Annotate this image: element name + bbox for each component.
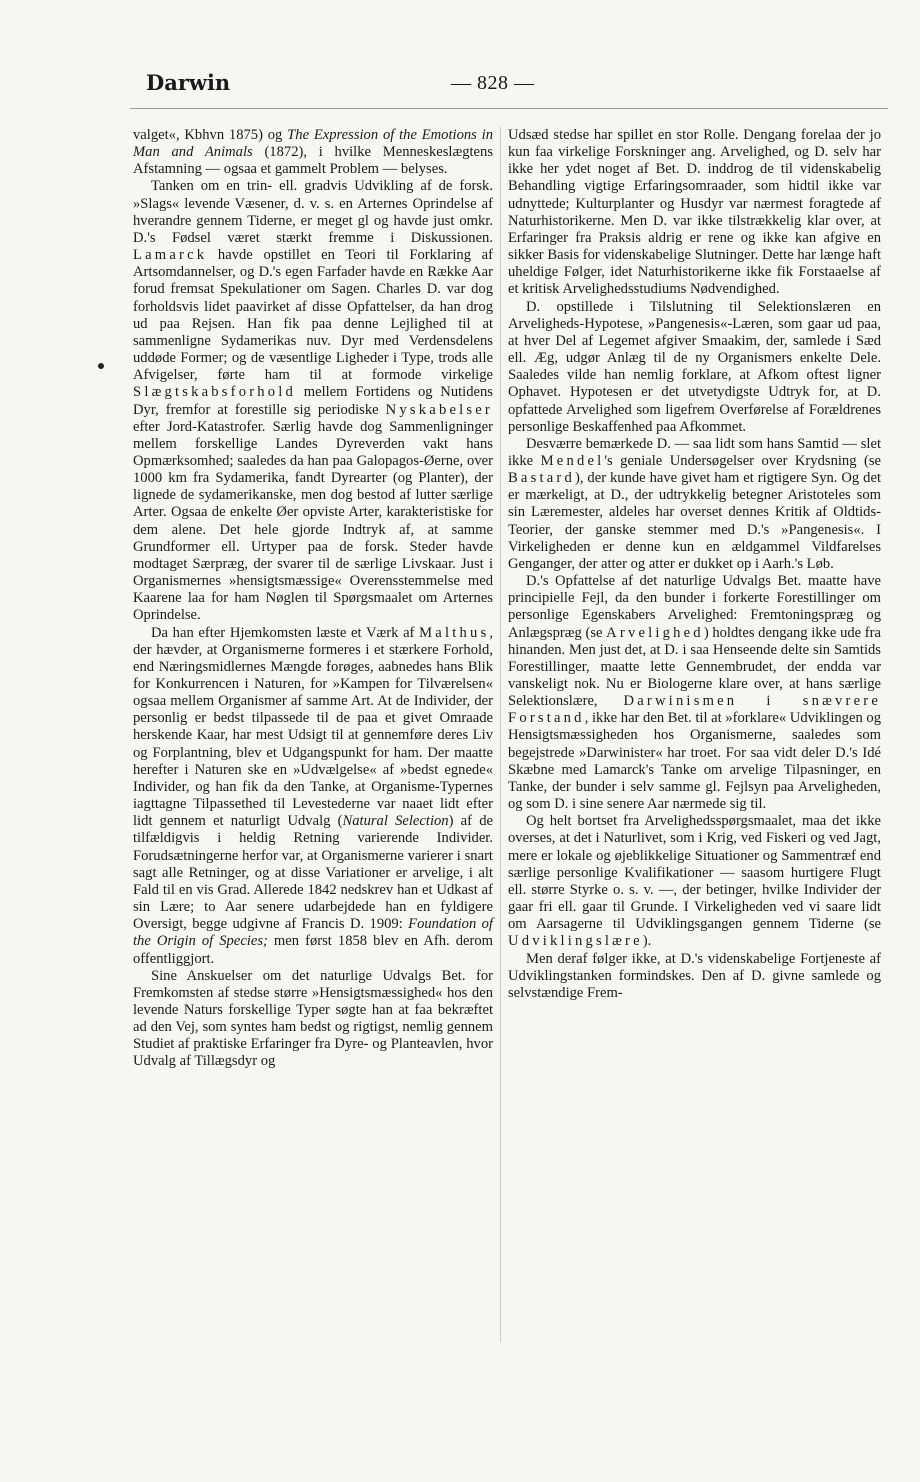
header-rule (130, 108, 888, 109)
margin-dot (98, 363, 104, 369)
paragraph: Og helt bortset fra Arvelighedsspørgsmaalet, maa det ikke overses, at det i Naturlivet, som i Krig, ved Fiskeri og ved Jagt, mere er lokale og øjeblikkelige Situationer og Sammentræf end særlige personlige Kvalifikationer — saasom hurtigere Flugt ell. større Styrke o. s. v. —, der betinger, hvilke Individer der gaar fri ell. gaar til Grunde. I Virkeligheden ved vi saare lidt om Aarsagerne til Udviklingsgangen gennem Tiderne (se Udviklingslære). (508, 813, 881, 950)
spaced-term: Udviklingslære (508, 933, 643, 950)
paragraph: Da han efter Hjemkomsten læste et Værk af Malthus, der hævder, at Organismerne formeres i et stærkere Forhold, end Næringsmidlernes Mængde forøges, aabnedes hans Blik for Konkurrencen i Naturen, for »Kampen for Tilværelsen« ogsaa mellem Organismer af samme Art. At de Individer, der personlig er bedst tilpassede til de paa et givet Omraade herskende Kaar, har mest Udsigt til at gennemføre deres Liv og Forplantning, blev et Udgangspunkt for ham. Der maatte herefter i Naturen ske en »Udvælgelse« af »bedst egnede« Individer, og han fik da den Tanke, at Organisme-Typernes iagttagne Tilpassethed til Levestederne var naaet lidt efter lidt gennem et naturligt Udvalg (Natural Selection) af de tilfældigvis i heldig Retning varierende Individer. Forudsætningerne herfor var, at Organismerne varierer i snart sagt alle Retninger, og at disse Variationer er arvelige, i alt Fald til en vis Grad. Allerede 1842 nedskrev han et Udkast af sin Lære; to Aar senere udarbejdede han en fyldigere Oversigt, begge udgivne af Francis D. 1909: Foundation of the Origin of Species; men først 1858 blev en Afh. derom offentliggjort. (133, 624, 493, 967)
spaced-term: Malthus (419, 624, 490, 641)
header-title: Darwin (146, 70, 231, 95)
book-title: Foundation of the Origin of Species; (133, 916, 493, 950)
page-number: — 828 — (451, 72, 535, 94)
spaced-term: Nyskabelser (385, 401, 493, 418)
spaced-term: Lamarck (133, 247, 208, 264)
spaced-term: Slægtskabsforhold (133, 384, 297, 401)
spaced-term: Darwinismen i snævrere Forstand (508, 693, 881, 727)
left-column (133, 127, 493, 1071)
paragraph: Tanken om en trin- ell. gradvis Udvikling af de forsk. »Slags« levende Væsener, d. v. s. en Arternes Oprindelse af hverandre gennem Tiderne, er meget gl og havde just omkr. D.'s Fødsel været stærkt fremme i Diskussionen. Lamarck havde opstillet en Teori til Forklaring af Artsomdannelser, og D.'s egen Farfader havde en Række Aar forud fremsat Spekulationer om Sagen. Charles D. var dog forholdsvis lidet paavirket af disse Opfattelser, da han drog ud paa Rejsen. Han fik paa denne Lejlighed til at sammenligne Sydamerikas nuv. Dyr med Verdensdelens uddøde Former; og de væsentlige Ligheder i Type, trods alle Afvigelser, førte ham til at formode virkelige Slægtskabsforhold mellem Fortidens og Nutidens Dyr, fremfor at forestille sig periodiske Nyskabelser efter Jord-Katastrofer. Særlig havde dog Sammenligninger mellem forskellige Landes Dyreverden vakt hans Opmærksomhed; saaledes da han paa Galopagos-Øerne, over 1000 km fra Sydamerika, fandt Dyrearter (og Planter), der lignede de sydamerikanske, men dog bestod af lutter særlige Arter. Ogsaa de enkelte Øer opviste Arter, karakteristiske for dem alene. Det hele gjorde Indtryk af, at samme Grundformer ell. Urtyper paa de forsk. Steder havde modtaget Særpræg, der svarer til de særlige Livskaar. Just i Organismernes »hensigtsmæssige« Overensstemmelse med Kaarene laa for ham Nøglen til Spørgsmaalet om Arternes Oprindelse. (133, 178, 493, 624)
book-title: The Expression of the Emotions in Man and Animals (133, 127, 493, 161)
spaced-term: Bastard (508, 470, 575, 487)
paragraph: D.'s Opfattelse af det naturlige Udvalgs Bet. maatte have principielle Fejl, da den bunder i forkerte Forestillinger om personlige Egenskabers Arvelighed: Fremtoningspræg og Anlægspræg (se Arvelighed) holdtes dengang ikke ude fra hinanden. Men just det, at D. i saa Henseende delte sin Samtids Forestillinger, maatte lette Gennembrudet, der endda var vanskeligt nok. Nu er Biologerne klare over, at hans særlige Selektionslære, Darwinismen i snævrere Forstand, ikke har den Bet. til at »forklare« Udviklingen og Hensigtsmæssigheden hos Organismerne, saaledes som begejstrede »Darwinister« har troet. For saa vidt deler D.'s Idé Skæbne med Lamarck's Tanke om arvelige Tilpasninger, en Tanke, der bunder i selv samme gl. Fejlsyn paa Arveligheden, og som D. i sine senere Aar nærmede sig til. (508, 573, 882, 813)
paragraph: Men deraf følger ikke, at D.'s videnskabelige Fortjeneste af Udviklingstanken formindskes. Den af D. givne samlede og selvstændige Frem- (508, 950, 881, 1001)
paragraph: Sine Anskuelser om det naturlige Udvalgs Bet. for Fremkomsten af stedse større »Hensigtsmæssighed« hos den levende Naturs forskellige Typer søgte han at faa bekræftet ad den Vej, som syntes ham bedst og rigtigst, nemlig gennem Studiet af praktiske Erfaringer fra Dyre- og Planteavlen, hvor Udvalg af Tillægsdyr og (133, 967, 493, 1070)
paragraph: valget«, Kbhvn 1875) og The Expression of the Emotions in Man and Animals (1872), i hvilke Menneskeslægtens Afstamning — ogsaa et gammelt Problem — belyses. (133, 127, 494, 178)
spaced-term: Mendel (540, 452, 605, 469)
paragraph: Desværre bemærkede D. — saa lidt som hans Samtid — slet ikke Mendel's geniale Undersøgelser over Krydsning (se Bastard), der kunde have givet ham et rigtigere Syn. Og det er mærkeligt, at D., der udtrykkelig betegner Aristoteles som sin Læremester, aldeles har overset dennes Kritik af Oldtids-Teorier, der ganske stemmer med D.'s »Pangenesis«. I Virkeligheden er denne kun en ældgammel Vildfarelses Genganger, der atter og atter er dukket op i Aarh.'s Løb. (508, 435, 881, 572)
paragraph: D. opstillede i Tilslutning til Selektionslæren en Arveligheds-Hypotese, »Pangenesis«-Læren, som gaar ud paa, at hver Del af Legemet afgiver Smaakim, der, samlede i Sæd ell. Æg, udgør Anlæg til de ny Organismers enkelte Dele. Saaledes vilde han nemlig forklare, at Afkom oftest ligner Ophavet. Hypotesen er det utvetydigste Udtryk for, at D. opfattede Arvelighed som ligefrem Overførelse af Forældrenes personlige Beskaffenhed paa Afkommet. (508, 298, 881, 435)
italic-term: Natural Selection (342, 813, 449, 830)
right-column (508, 127, 881, 1002)
paragraph: Udsæd stedse har spillet en stor Rolle. Dengang forelaa der jo kun faa virkelige Forskninger ang. Arvelighed, og D. selv har ikke her ydet noget af Bet. D. inddrog de til videnskabelig Behandling vigtige Erfaringsomraader, som hidtil ikke var udnyttede; Kulturplanter og Husdyr var nærmest foragtede af Naturhistorikerne. Men D. var ikke tilstrækkelig klar over, at Erfaringer fra Praksis aldrig er rene og ikke kan afgive en sikker Basis for videnskabelige Slutninger. Dette har længe haft uheldige Følger, idet Naturhistorikerne ikke fik Forstaaelse af et kritisk Arvelighedsstudiums Nødvendighed. (508, 127, 881, 298)
running-header (146, 70, 890, 102)
spaced-term: Arvelighed (606, 624, 704, 641)
column-divider (500, 127, 501, 1342)
